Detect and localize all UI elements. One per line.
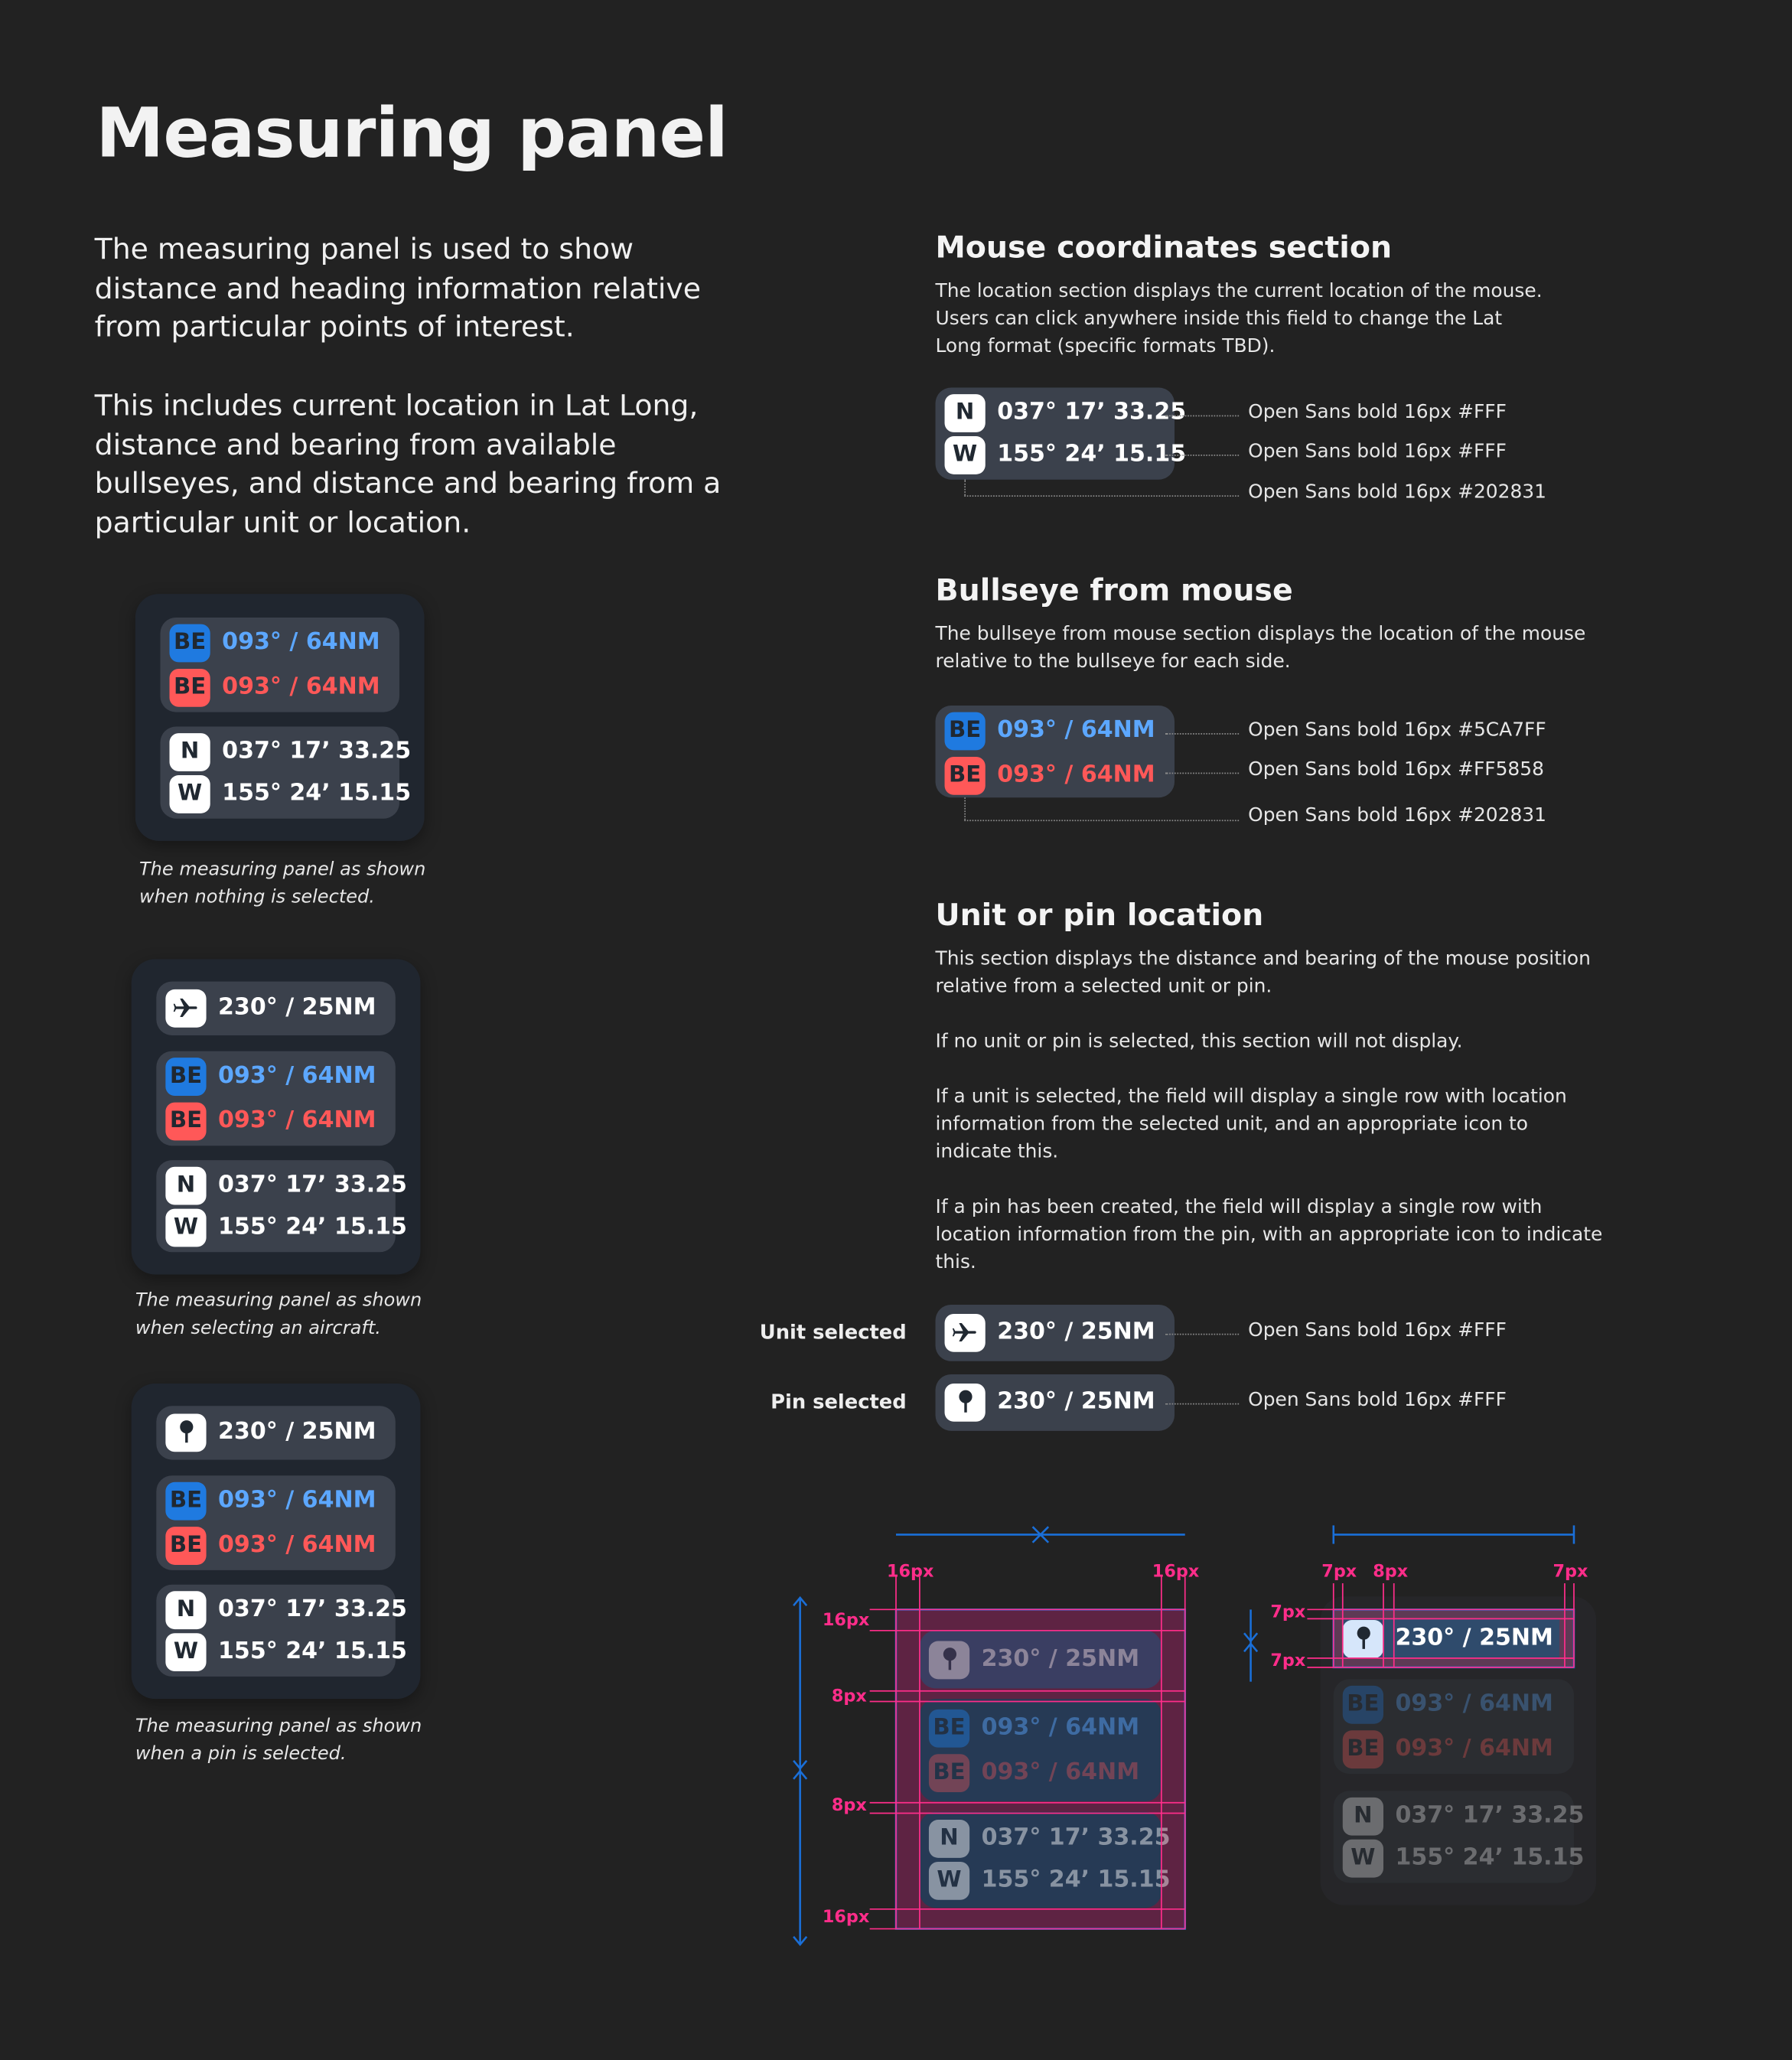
intro-paragraph: The measuring panel is used to show distance and heading information relative from particular points of interest. [94, 233, 701, 344]
page-title: Measuring panel [96, 94, 728, 174]
section-body: If no unit or pin is selected, this section will not display. [935, 1031, 1463, 1053]
aircraft-icon [165, 989, 206, 1027]
bullseye-section[interactable] [160, 618, 399, 712]
bullseye-red-value: 093° / 64NM [1395, 1736, 1553, 1762]
padding-label: 7px [1553, 1562, 1588, 1582]
pin-bearing-value: 230° / 25NM [218, 1419, 376, 1446]
west-icon: W [169, 774, 210, 813]
unit-section[interactable] [156, 982, 395, 1035]
latitude-value: 037° 17’ 33.25 [1395, 1802, 1585, 1830]
gap-label: 8px [831, 1687, 867, 1707]
longitude-value: 155° 24’ 15.15 [981, 1866, 1171, 1894]
section-body: If a pin has been created, the field will display a single row with location information from the pin, with an appropriate icon to indicate this. [935, 1197, 1603, 1273]
latitude-value: 037° 17’ 33.25 [997, 399, 1187, 426]
padding-label: 16px [822, 1908, 870, 1928]
unit-selected-label: Unit selected [759, 1320, 907, 1345]
pin-widget[interactable] [936, 1374, 1175, 1431]
west-icon: W [945, 435, 986, 474]
annotation: Open Sans bold 16px #FF5858 [1248, 759, 1544, 781]
bullseye-blue-value: 093° / 64NM [1395, 1690, 1553, 1718]
bullseye-red-value: 093° / 64NM [218, 1532, 376, 1559]
bullseye-blue-icon: BE [945, 712, 986, 750]
bullseye-blue-icon: BE [929, 1709, 969, 1747]
west-icon: W [1343, 1839, 1383, 1877]
mouse-coordinates-widget[interactable] [936, 388, 1187, 480]
annotation: Open Sans bold 16px #5CA7FF [1248, 719, 1546, 742]
bullseye-blue-icon: BE [1343, 1685, 1383, 1723]
section-heading: Unit or pin location [935, 898, 1264, 934]
longitude-value: 155° 24’ 15.15 [222, 780, 412, 807]
gap-label: 8px [831, 1796, 867, 1816]
section-body: This section displays the distance and bearing of the mouse position relative from a selected unit or pin. [935, 948, 1591, 998]
aircraft-icon [945, 1313, 986, 1351]
bullseye-widget[interactable] [936, 706, 1175, 797]
caption: The measuring panel as shown when a pin is selected. [135, 1716, 422, 1765]
bullseye-red-value: 093° / 64NM [997, 761, 1155, 789]
longitude-value: 155° 24’ 15.15 [218, 1638, 407, 1665]
section-body: If a unit is selected, the field will display a single row with location information from the selected unit, and an appropriate icon to indicate this. [935, 1086, 1567, 1163]
pin-icon [945, 1383, 986, 1421]
bullseye-red-icon: BE [929, 1753, 969, 1791]
bullseye-blue-value: 093° / 64NM [218, 1487, 376, 1514]
intro-paragraph: This includes current location in Lat Long, distance and bearing from available bullseyes, and distance and bearing from a particular unit or location. [94, 390, 722, 539]
bullseye-blue-value: 093° / 64NM [222, 629, 380, 656]
pin-selected-label: Pin selected [771, 1390, 907, 1414]
pin-icon [165, 1413, 206, 1452]
padding-label: 16px [1152, 1562, 1200, 1582]
bullseye-blue-icon: BE [169, 624, 210, 662]
annotation: Open Sans bold 16px #FFF [1248, 402, 1507, 423]
measuring-panel-aircraft [132, 959, 421, 1274]
mouse-coordinates-section[interactable] [156, 1160, 407, 1252]
latitude-value: 037° 17’ 33.25 [222, 738, 412, 765]
latitude-value: 037° 17’ 33.25 [218, 1596, 407, 1623]
west-icon: W [165, 1632, 206, 1670]
pin-bearing-value: 230° / 25NM [1395, 1625, 1553, 1652]
annotation: Open Sans bold 16px #FFF [1248, 1390, 1507, 1412]
longitude-value: 155° 24’ 15.15 [218, 1214, 407, 1240]
bullseye-red-value: 093° / 64NM [218, 1107, 376, 1134]
bullseye-red-icon: BE [945, 756, 986, 794]
measuring-panel-pin [132, 1384, 421, 1699]
annotation: Open Sans bold 16px #202831 [1248, 805, 1546, 826]
section-heading: Mouse coordinates section [935, 231, 1393, 266]
bullseye-red-icon: BE [169, 668, 210, 706]
north-icon: N [165, 1590, 206, 1628]
north-icon: N [1343, 1797, 1383, 1835]
bullseye-section[interactable] [156, 1051, 395, 1146]
section-body: The bullseye from mouse section displays the location of the mouse relative to the bullseye for each side. [935, 624, 1586, 673]
latitude-value: 037° 17’ 33.25 [981, 1824, 1171, 1852]
coordinates-section-ghost [1334, 1791, 1585, 1882]
padding-label: 16px [886, 1562, 934, 1582]
north-icon: N [929, 1819, 969, 1857]
unit-widget[interactable] [936, 1305, 1175, 1361]
west-icon: W [165, 1208, 206, 1247]
pin-bearing-value: 230° / 25NM [997, 1388, 1155, 1416]
longitude-value: 155° 24’ 15.15 [1395, 1844, 1585, 1872]
longitude-value: 155° 24’ 15.15 [997, 441, 1187, 468]
bullseye-blue-value: 093° / 64NM [997, 717, 1155, 744]
caption: The measuring panel as shown when selecting an aircraft. [135, 1290, 422, 1339]
mouse-coordinates-section[interactable] [156, 1585, 407, 1677]
padding-label: 7px [1321, 1562, 1357, 1582]
bullseye-blue-icon: BE [165, 1481, 206, 1520]
unit-bearing-value: 230° / 25NM [997, 1318, 1155, 1346]
pin-section[interactable] [156, 1406, 395, 1459]
padding-label: 7px [1270, 1602, 1306, 1623]
mouse-coordinates-section[interactable] [160, 727, 412, 819]
north-icon: N [169, 732, 210, 771]
bullseye-section[interactable] [156, 1475, 395, 1570]
bullseye-section-ghost [1334, 1679, 1574, 1774]
gap-label: 8px [1373, 1562, 1409, 1582]
bullseye-blue-icon: BE [165, 1057, 206, 1095]
spacing-guides [775, 1511, 1209, 1958]
bullseye-red-icon: BE [165, 1526, 206, 1564]
annotation: Open Sans bold 16px #FFF [1248, 1320, 1507, 1342]
measuring-panel-default [135, 594, 425, 841]
section-body: The location section displays the current location of the mouse. Users can click anywhere inside this field to change the Lat Long format (specific formats TBD). [935, 281, 1543, 358]
padding-label: 16px [822, 1611, 870, 1631]
bullseye-blue-value: 093° / 64NM [218, 1063, 376, 1090]
bullseye-red-value: 093° / 64NM [981, 1759, 1140, 1786]
bullseye-blue-value: 093° / 64NM [981, 1714, 1140, 1742]
latitude-value: 037° 17’ 33.25 [218, 1172, 407, 1198]
section-heading: Bullseye from mouse [935, 574, 1293, 608]
west-icon: W [929, 1861, 969, 1899]
annotation: Open Sans bold 16px #202831 [1248, 482, 1546, 504]
bullseye-red-icon: BE [1343, 1729, 1383, 1768]
north-icon: N [945, 393, 986, 432]
padding-label: 7px [1270, 1651, 1306, 1672]
north-icon: N [165, 1166, 206, 1204]
caption: The measuring panel as shown when nothing is selected. [139, 859, 426, 908]
pin-bearing-value: 230° / 25NM [981, 1646, 1140, 1673]
unit-bearing-value: 230° / 25NM [218, 994, 376, 1022]
bullseye-red-icon: BE [165, 1102, 206, 1140]
bullseye-red-value: 093° / 64NM [222, 673, 380, 701]
annotation: Open Sans bold 16px #FFF [1248, 441, 1507, 463]
